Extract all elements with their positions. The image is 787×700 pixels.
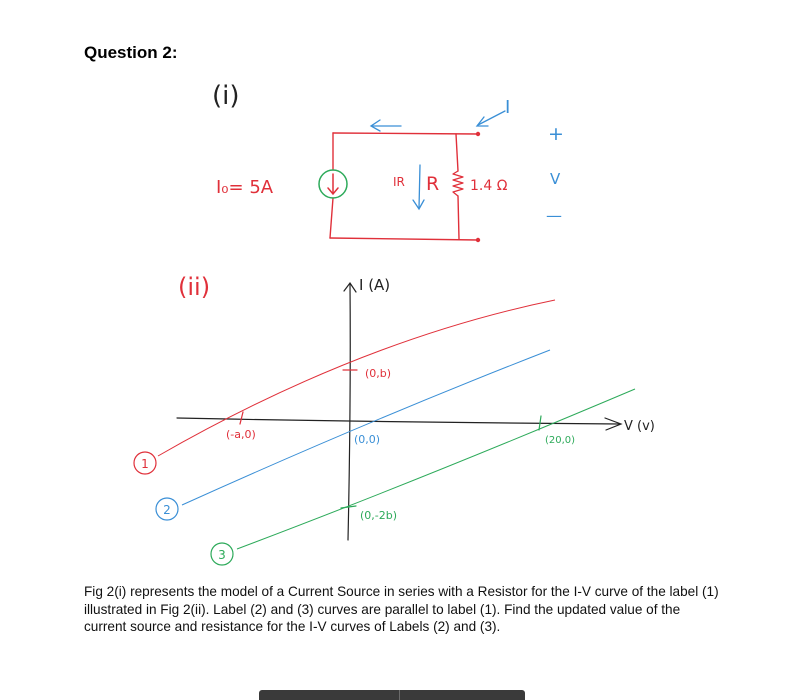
curve-1-label: 1	[141, 457, 149, 471]
point-label-0-b: (0,b)	[365, 367, 392, 380]
curve-3-line	[237, 389, 635, 549]
figure-caption: Fig 2(i) represents the model of a Current Source in series with a Resistor for the I-V curve of the label (1) illustrated in Fig 2(ii). Label (2) and (3) curves are parallel to label (1). Find the updated value of the current source and resistance for the I-V curves of Labels (2) and (3).	[84, 584, 719, 634]
question-title: Question 2:	[84, 43, 178, 62]
part-i-label: (i)	[212, 81, 240, 111]
curve-2-label: 2	[163, 503, 171, 517]
part-ii-label: (ii)	[178, 273, 211, 301]
point-label-0-neg-2b: (0,-2b)	[360, 509, 398, 522]
terminal-top-dot	[476, 132, 480, 136]
curve-3-badge	[211, 543, 233, 565]
current-source-arrow-icon	[328, 174, 338, 194]
toolbar-divider	[399, 690, 400, 700]
x-axis-label: V (v)	[624, 419, 655, 434]
terminal-current-label: I	[505, 97, 511, 118]
voltage-label: V	[550, 170, 561, 188]
current-source-label: I₀= 5A	[216, 177, 274, 198]
bottom-toolbar[interactable]	[259, 690, 525, 700]
resistor-name-label: R	[426, 173, 440, 195]
curve-3-label: 3	[218, 548, 226, 562]
graph-axes	[177, 283, 621, 540]
wire-current-arrow-icon	[371, 120, 401, 131]
minus-label: —	[546, 206, 562, 225]
plus-label: +	[548, 123, 564, 145]
point-label-neg-a-0: (-a,0)	[226, 428, 256, 441]
curve-2-badge	[156, 498, 178, 520]
resistor-current-arrow-icon	[413, 165, 424, 209]
point-label-origin: (0,0)	[354, 433, 381, 446]
resistor-icon	[453, 171, 463, 196]
point-label-20-0: (20,0)	[545, 435, 576, 446]
resistor-value-label: 1.4 Ω	[470, 178, 508, 194]
resistor-current-label: IR	[393, 175, 405, 189]
terminal-current-arrow-icon	[477, 111, 505, 126]
curve-1-badge	[134, 452, 156, 474]
y-axis-label: I (A)	[359, 276, 391, 294]
terminal-bottom-dot	[476, 238, 480, 242]
